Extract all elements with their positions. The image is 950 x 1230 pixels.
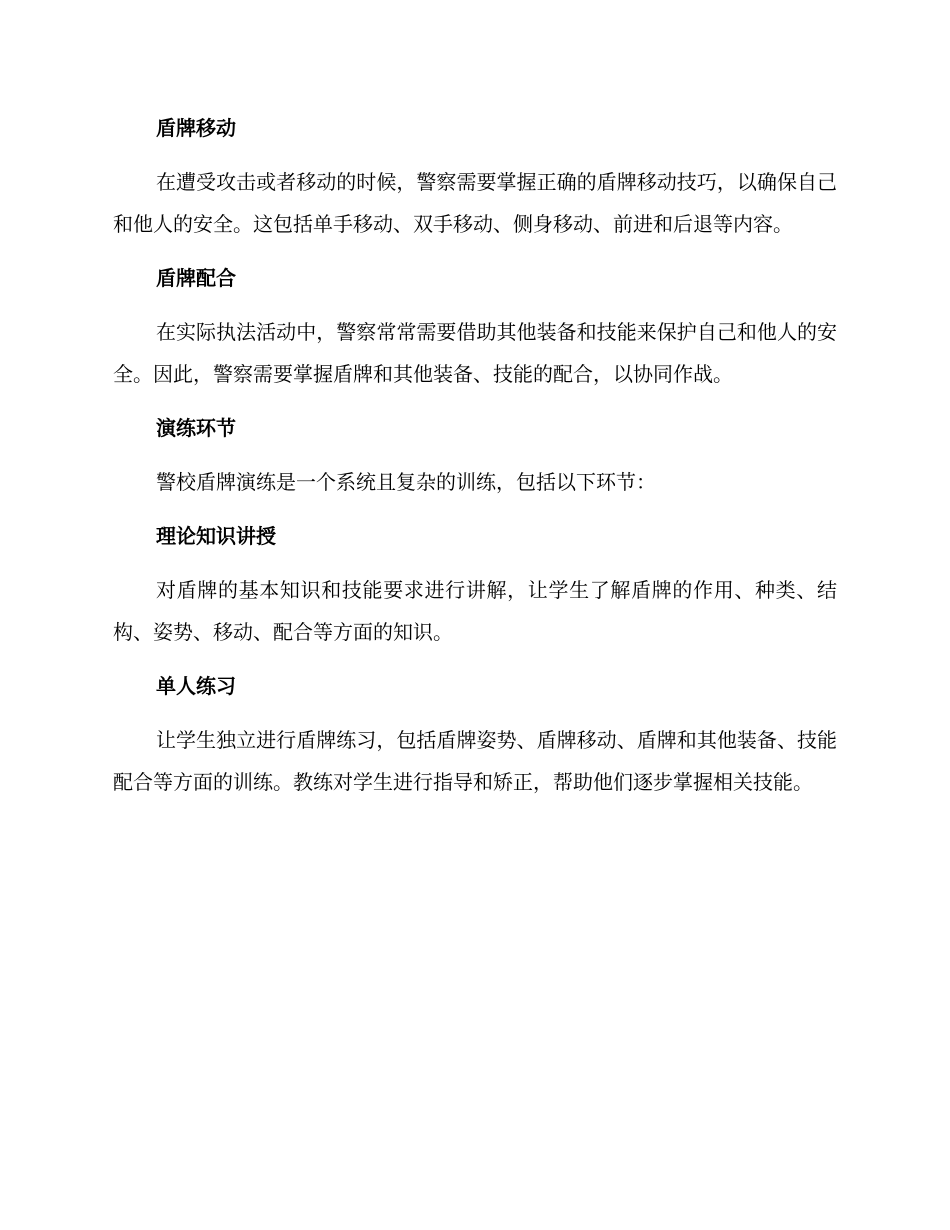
section-heading-shield-movement: 盾牌移动 (156, 116, 236, 140)
section-body-drill-stage: 警校盾牌演练是一个系统且复杂的训练，包括以下环节： (156, 470, 656, 494)
section-body-individual-practice: 让学生独立进行盾牌练习，包括盾牌姿势、盾牌移动、盾牌和其他装备、技能配合等方面的训练。教练对学生进行指导和矫正，帮助他们逐步掌握相关技能。 (113, 728, 837, 794)
section-heading-shield-coordination: 盾牌配合 (156, 266, 236, 290)
section-heading-drill-stage: 演练环节 (156, 416, 236, 440)
section-heading-theory-lecture: 理论知识讲授 (156, 524, 276, 548)
section-body-theory-lecture: 对盾牌的基本知识和技能要求进行讲解，让学生了解盾牌的作用、种类、结构、姿势、移动、配合等方面的知识。 (113, 578, 837, 644)
document-page (113, 107, 837, 803)
section-body-shield-coordination: 在实际执法活动中，警察常常需要借助其他装备和技能来保护自己和他人的安全。因此，警察需要掌握盾牌和其他装备、技能的配合，以协同作战。 (113, 320, 837, 386)
section-body-shield-movement: 在遭受攻击或者移动的时候，警察需要掌握正确的盾牌移动技巧，以确保自己和他人的安全。这包括单手移动、双手移动、侧身移动、前进和后退等内容。 (113, 170, 837, 236)
section-heading-individual-practice: 单人练习 (156, 674, 236, 698)
